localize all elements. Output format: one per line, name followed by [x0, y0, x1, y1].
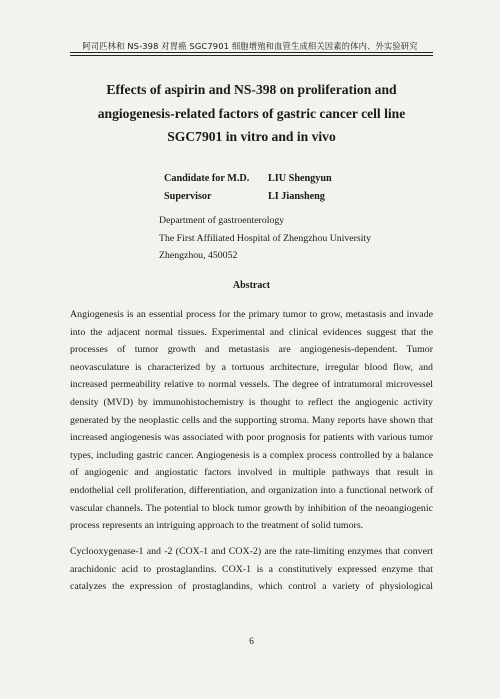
text-line: generated by the neoplastic cells and the supporting stroma. Many reports have shown that	[70, 414, 433, 426]
abstract-paragraph-2	[70, 543, 433, 596]
header-rule-thick	[70, 52, 433, 53]
abstract-heading: Abstract	[232, 280, 271, 291]
author-name: LI Jiansheng	[268, 191, 325, 202]
title-line: angiogenesis-related factors of gastric cancer cell line	[97, 105, 406, 121]
text-line: increased angiogenesis was associated with poor prognosis for patients with various tumor	[70, 432, 433, 444]
header-rule-thin	[70, 55, 433, 56]
text-line: increased permeability relative to normal vessels. The degree of intratumoral microvessel	[70, 379, 433, 391]
paper-title	[70, 78, 433, 149]
text-line: Angiogenesis is an essential process for the primary tumor to grow, metastasis and invade	[70, 309, 433, 320]
author-row-candidate	[164, 170, 332, 188]
text-line: types, including gastric cancer. Angiogenesis is a complex process controlled by a balance	[70, 449, 433, 461]
affiliation-line: The First Affiliated Hospital of Zhengzhou University	[159, 232, 372, 244]
author-role: Candidate for M.D.	[164, 173, 250, 184]
author-row-supervisor	[164, 188, 332, 206]
affiliation-line: Zhengzhou, 450052	[159, 250, 238, 261]
author-role: Supervisor	[164, 191, 212, 202]
abstract-paragraph-1	[70, 306, 433, 535]
affiliation	[159, 212, 371, 265]
title-line: Effects of aspirin and NS-398 on proliferation and	[106, 82, 397, 97]
title-line: SGC7901 in vitro and in vivo	[167, 129, 336, 144]
text-line: Cyclooxygenase-1 and -2 (COX-1 and COX-2) are the rate-limiting enzymes that convert	[70, 546, 433, 557]
text-line: into the adjacent normal tissues. Experimental and clinical evidences suggest that the	[70, 326, 433, 338]
text-line: vascular channels. The potential to block tumor growth by inhibition of the neoangiogenic	[70, 502, 433, 514]
affiliation-line: Department of gastroenterology	[159, 215, 285, 226]
author-name: LIU Shengyun	[268, 173, 332, 184]
text-line: of angiogenic and angiostatic factors involved in multiple pathways that result in	[70, 467, 433, 479]
text-line: arachidonic acid to prostaglandins. COX-1 is a constitutively expressed enzyme that	[70, 563, 433, 575]
text-line: processes of tumor growth and metastasis are angiogenesis-dependent. Tumor	[70, 344, 433, 356]
running-header: 阿司匹林和 NS-398 对胃癌 SGC7901 细胞增殖和血管生成相关因素的体内、外实验研究	[82, 41, 418, 51]
page-number: 6	[249, 637, 254, 647]
text-line: catalyzes the expression of prostaglandins, which control a variety of physiological	[70, 581, 433, 593]
text-line: process represents an intriguing approach to the treatment of solid tumors.	[70, 520, 364, 532]
text-line: endothelial cell proliferation, differentiation, and organization into a functional network of	[70, 484, 433, 496]
text-line: density (MVD) by immunohistochemistry is thought to reflect the angiogenic activity	[70, 396, 433, 408]
author-block	[164, 170, 332, 206]
text-line: neovasculature is characterized by a tortuous architecture, irregular blood flow, and	[70, 361, 433, 373]
